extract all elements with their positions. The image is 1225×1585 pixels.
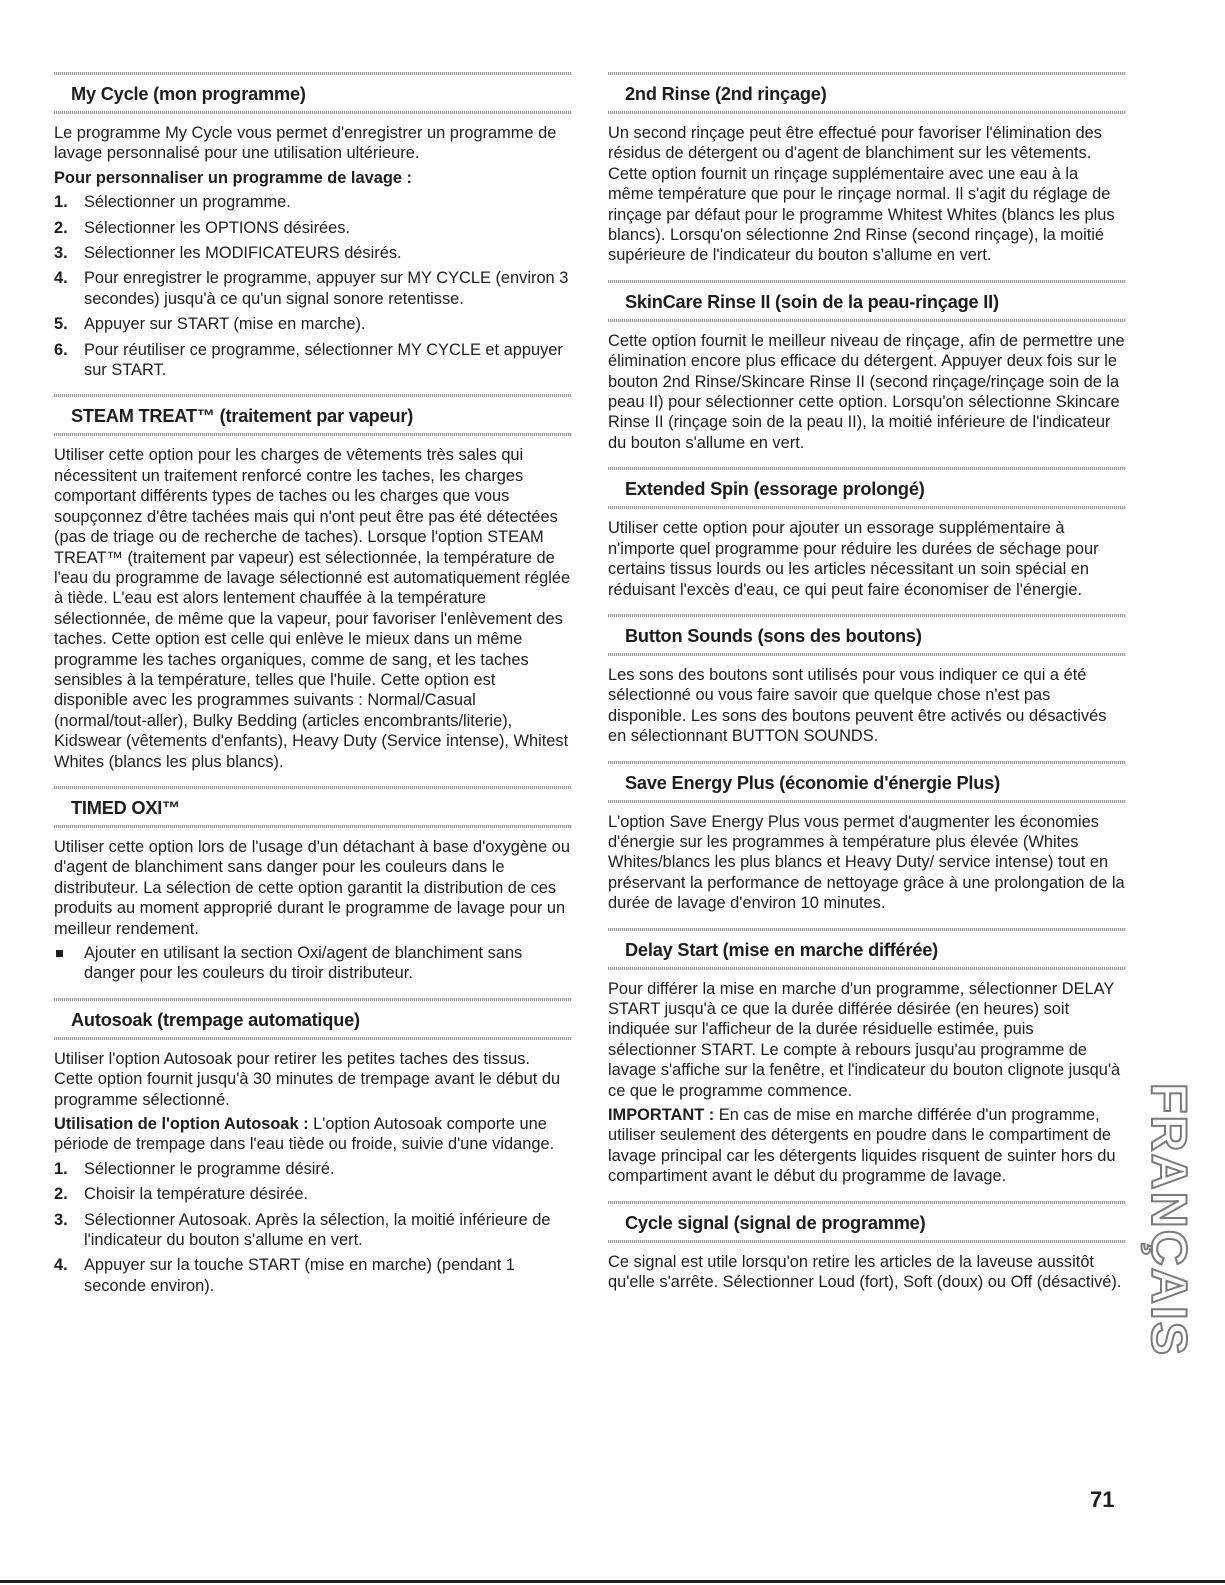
section-header: [608, 761, 1126, 803]
list-item: [54, 218, 572, 238]
step-number: 5.: [54, 315, 68, 334]
section-header: [54, 394, 572, 436]
skincare-rinse-section: [608, 280, 1126, 453]
my-cycle-section: [54, 72, 572, 380]
section-header: [608, 72, 1126, 114]
left-column: [54, 72, 572, 1310]
autosoak-section: [54, 998, 572, 1296]
paragraph: Utiliser cette option lors de l'usage d'un détachant à base d'oxygène ou d'agent de blanchiment sans danger pour les couleurs dans le distributeur. La sélection de cette option garantit la distribution de ces produits au moment approprié durant le programme de lavage pour un meilleur rendement.: [54, 837, 571, 938]
step-text: Pour réutiliser ce programme, sélectionner MY CYCLE et appuyer sur START.: [84, 340, 563, 380]
step-text: Sélectionner les MODIFICATEURS désirés.: [84, 244, 402, 263]
bottom-divider: [0, 1580, 1225, 1583]
step-text: Appuyer sur la touche START (mise en marche) (pendant 1 seconde environ).: [84, 1256, 515, 1295]
list-item: [54, 943, 572, 984]
button-sounds-section: [608, 614, 1126, 747]
paragraph: Cette option fournit le meilleur niveau de rinçage, afin de permettre une élimination encore plus efficace du détergent. Appuyer deux fois sur le bouton 2nd Rinse/Skincare Rinse II (second rinçage/rinçage soin de la peau II) pour sélectionner cette option. Lorsqu'on sélectionne Skincare Rinse II (rinçage soin de la peau II), la moitié inférieure de l'indicateur du bouton s'allume en vert.: [608, 331, 1125, 452]
step-text: Sélectionner les OPTIONS désirées.: [84, 218, 351, 237]
step-text: Sélectionner le programme désiré.: [84, 1159, 335, 1178]
cycle-signal-section: [608, 1201, 1126, 1293]
list-item: [54, 1159, 572, 1179]
paragraph: Un second rinçage peut être effectué pour favoriser l'élimination des résidus de détergent ou d'agent de blanchiment sur les vêtements. Cette option fournit un rinçage supplémentaire avec une eau à la même température que pour le rinçage normal. Il s'agit du réglage de rinçage par défaut pour le programme Whitest Whites (blancs les plus blancs). Lorsqu'on sélectionne 2nd Rinse (second rinçage), la moitié supérieure de l'indicateur du bouton s'allume en vert.: [608, 124, 1115, 265]
section-title: Button Sounds (sons des boutons): [625, 625, 922, 646]
section-title: Save Energy Plus (économie d'énergie Plus): [625, 772, 1000, 793]
section-header: [608, 1201, 1126, 1243]
section-title: Autosoak (trempage automatique): [71, 1009, 360, 1030]
step-number: 3.: [54, 244, 68, 263]
list-item: [54, 1255, 572, 1296]
list-item: [54, 192, 572, 212]
paragraph: Utiliser cette option pour les charges de vêtements très sales qui nécessitent un traitement renforcé contre les taches, les charges comportant différents types de taches ou les charges que vous soupçonnez d'être tachées mais qui n'ont peut être pas été détectées (pas de triage ou de recherche de taches). Lorsque l'option STEAM TREAT™ (traitement par vapeur) est sélectionnée, la température de l'eau du programme de lavage sélectionné est automatiquement réglée à tiède. L'eau est alors lentement chauffée à la température sélectionnée, de même que la vapeur, pour favoriser l'enlèvement des taches. Cette option est celle qui enlève le mieux dans un même programme les taches organiques, comme de sang, et les taches sensibles à la température, telles que l'huile. Cette option est disponible avec les programmes suivants : Normal/Casual (normal/tout-aller), Bulky Bedding (articles encombrants/literie), Kidswear (vêtements d'enfants), Heavy Duty (Service intense), Whitest Whites (blancs les plus blancs).: [54, 446, 571, 771]
extended-spin-section: [608, 467, 1126, 600]
paragraph: Utiliser l'option Autosoak pour retirer les petites taches des tissus. Cette option fournit jusqu'à 30 minutes de trempage avant le début du programme sélectionné.: [54, 1049, 561, 1109]
step-text: Pour enregistrer le programme, appuyer sur MY CYCLE (environ 3 secondes) jusqu'à ce qu'un signal sonore retentisse.: [84, 269, 569, 308]
step-text: Sélectionner un programme.: [84, 193, 291, 212]
section-title: TIMED OXI™: [71, 797, 181, 818]
list-item: [54, 340, 572, 381]
steam-treat-section: [54, 394, 572, 772]
section-title: Cycle signal (signal de programme): [625, 1212, 926, 1233]
delay-start-section: [608, 928, 1126, 1187]
section-title: SkinCare Rinse II (soin de la peau-rinçage II): [625, 291, 999, 312]
step-number: 1.: [54, 193, 68, 212]
step-text: Appuyer sur START (mise en marche).: [84, 315, 366, 334]
section-header: [54, 786, 572, 828]
list-item: [54, 1210, 572, 1251]
list-item: [54, 268, 572, 309]
usage-label: Utilisation de l'option Autosoak :: [54, 1115, 309, 1134]
step-text: Choisir la température désirée.: [84, 1185, 309, 1204]
subheading: Pour personnaliser un programme de lavage :: [54, 168, 412, 187]
step-number: 1.: [54, 1159, 68, 1178]
step-number: 4.: [54, 1256, 68, 1275]
section-header: [608, 928, 1126, 970]
language-side-tab: [1137, 1075, 1201, 1365]
step-number: 6.: [54, 340, 68, 359]
paragraph: [608, 1105, 1126, 1187]
steps-list: [54, 192, 572, 380]
section-title: Delay Start (mise en marche différée): [625, 939, 939, 960]
important-label: IMPORTANT :: [608, 1106, 715, 1124]
step-number: 2.: [54, 218, 68, 237]
section-title: Extended Spin (essorage prolongé): [625, 479, 925, 500]
timed-oxi-section: [54, 786, 572, 984]
paragraph: Ce signal est utile lorsqu'on retire les articles de la laveuse aussitôt qu'elle s'arrête. Sélectionner Loud (fort), Soft (doux) ou Off (désactivé).: [608, 1252, 1122, 1292]
language-tab-label: FRANÇAIS: [1141, 1082, 1197, 1358]
steps-list: [54, 1159, 572, 1296]
step-number: 3.: [54, 1210, 68, 1229]
paragraph: Utiliser cette option pour ajouter un essorage supplémentaire à n'importe quel programme pour réduire les durées de séchage pour certains tissus lourds ou les articles nécessitant un soin spécial en réduisant l'excès d'eau, ce qui peut faire économiser de l'énergie.: [608, 519, 1099, 599]
page-number: 71: [1090, 1487, 1115, 1512]
step-number: 4.: [54, 269, 68, 288]
section-header: [608, 280, 1126, 322]
section-title: 2nd Rinse (2nd rinçage): [625, 84, 827, 104]
list-item: [54, 314, 572, 334]
list-item: [54, 243, 572, 263]
second-rinse-section: [608, 72, 1126, 266]
step-number: 2.: [54, 1185, 68, 1204]
section-header: [608, 614, 1126, 656]
section-header: [608, 467, 1126, 509]
save-energy-section: [608, 761, 1126, 914]
section-header: [54, 998, 572, 1040]
paragraph: Le programme My Cycle vous permet d'enregistrer un programme de lavage personnalisé pour une utilisation ultérieure.: [54, 124, 557, 163]
section-header: [54, 72, 572, 114]
list-item: [54, 1184, 572, 1204]
section-title: STEAM TREAT™ (traitement par vapeur): [71, 406, 414, 427]
paragraph: L'option Save Energy Plus vous permet d'augmenter les économies d'énergie sur les programmes à température plus élevée (Whites Whites/blancs les plus blancs et Heavy Duty/ service intense) tout en préservant la performance de nettoyage grâce à une prolongation de la durée de lavage d'environ 10 minutes.: [608, 812, 1125, 913]
step-text: Sélectionner Autosoak. Après la sélection, la moitié inférieure de l'indicateur du bouton s'allume en vert.: [84, 1210, 551, 1250]
section-title: My Cycle (mon programme): [71, 84, 306, 104]
important-text: En cas de mise en marche différée d'un programme, utiliser seulement des détergents en poudre dans le compartiment de lavage principal car les détergents liquides risquent de suinter hors du compartiment avant le début du programme de lavage.: [608, 1106, 1116, 1186]
paragraph: Pour différer la mise en marche d'un programme, sélectionner DELAY START jusqu'à ce que la durée différée désirée (en heures) soit indiquée sur l'afficheur de la durée résiduelle estimée, puis sélectionner START. Le compte à rebours jusqu'au programme de lavage s'affiche sur la fenêtre, et l'indicateur du bouton clignote jusqu'à ce que le programme commence.: [608, 979, 1121, 1100]
bullet-text: Ajouter en utilisant la section Oxi/agent de blanchiment sans danger pour les couleurs du tiroir distributeur.: [84, 944, 523, 983]
bullet-list: [54, 943, 572, 984]
right-column: [608, 72, 1126, 1306]
bullet-square-icon: [56, 950, 63, 957]
paragraph: [54, 1114, 572, 1155]
paragraph: Les sons des boutons sont utilisés pour vous indiquer ce qui a été sélectionné ou vous faire savoir que quelque chose n'est pas disponible. Les sons des boutons peuvent être activés ou désactivés en sélectionnant BUTTON SOUNDS.: [608, 665, 1107, 746]
usage-text: L'option Autosoak comporte une période de trempage dans l'eau tiède ou froide, suivie d'une vidange.: [54, 1115, 555, 1154]
